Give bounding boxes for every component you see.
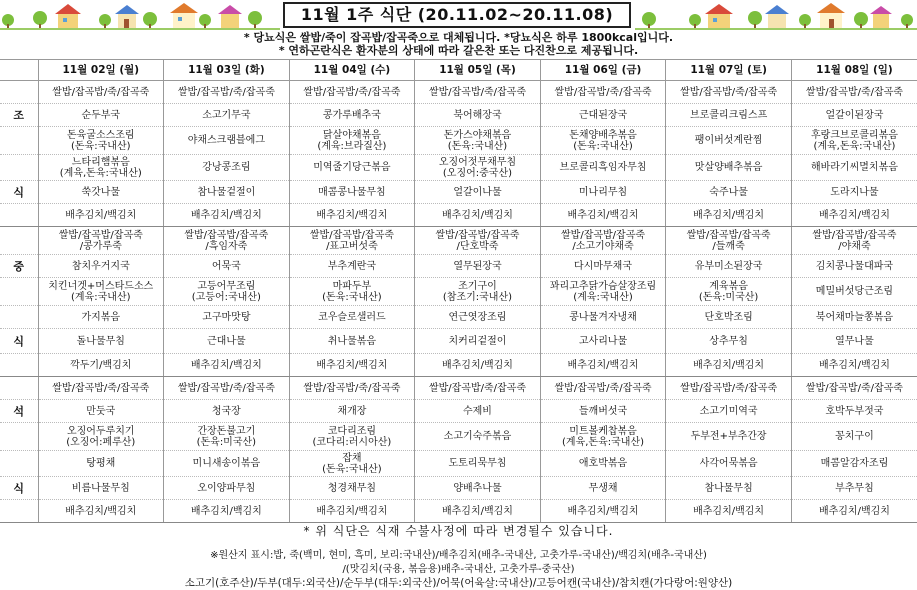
meal-label [0, 377, 38, 400]
menu-cell: 소고기미역국 [666, 400, 792, 423]
menu-cell: 야채스크램블에그 [164, 127, 290, 155]
menu-cell: 배추김치/백김치 [791, 204, 917, 227]
menu-cell: 깍두기/백김치 [38, 354, 164, 377]
menu-cell: 만둣국 [38, 400, 164, 423]
menu-cell-line: 잡채 [342, 452, 362, 464]
menu-cell [666, 227, 792, 255]
menu-cell: 어묵국 [164, 255, 290, 278]
menu-cell: 근대나물 [164, 329, 290, 354]
menu-cell: 쌀밥/잡곡밥/죽/잡곡죽 [666, 81, 792, 104]
menu-cell: 부추무침 [791, 477, 917, 500]
menu-cell-line: (코다리:러시아산) [312, 436, 392, 448]
menu-cell-line: 닭살야채볶음 [322, 129, 381, 141]
menu-cell: 메밀버섯당근조림 [791, 278, 917, 306]
menu-cell [38, 423, 164, 451]
menu-row [0, 81, 917, 104]
menu-cell [289, 227, 415, 255]
menu-cell: 배추김치/백김치 [415, 204, 541, 227]
menu-cell: 배추김치/백김치 [791, 354, 917, 377]
menu-cell [415, 155, 541, 181]
menu-cell-line: (계육:국내산) [573, 291, 633, 303]
day-header: 11월 07일 (토) [666, 60, 792, 81]
menu-row [0, 127, 917, 155]
day-header: 11월 08일 (일) [791, 60, 917, 81]
change-notice: * 위 식단은 식재 수불사정에 따라 변경될수 있습니다. [303, 524, 614, 538]
menu-cell: 두부전+부추간장 [666, 423, 792, 451]
menu-cell-line: 쌀밥/잡곡밥/잡곡죽 [561, 229, 646, 241]
menu-cell: 돌나물무침 [38, 329, 164, 354]
menu-cell: 참치우거지국 [38, 255, 164, 278]
menu-cell: 팽이버섯계란찜 [666, 127, 792, 155]
menu-cell-line: /들깨죽 [712, 240, 745, 252]
menu-row [0, 155, 917, 181]
meal-label [0, 127, 38, 155]
menu-cell: 쌀밥/잡곡밥/죽/잡곡죽 [666, 377, 792, 400]
menu-cell-line: 돈채양배추볶음 [569, 129, 637, 141]
menu-cell [38, 155, 164, 181]
menu-cell-line: 고등어무조림 [197, 280, 256, 292]
day-header-row [0, 60, 917, 81]
menu-cell: 쌀밥/잡곡밥/죽/잡곡죽 [38, 377, 164, 400]
day-header: 11월 06일 (금) [540, 60, 666, 81]
menu-cell: 콩나물겨자냉채 [540, 306, 666, 329]
menu-cell-line: /흑임자죽 [205, 240, 248, 252]
menu-cell: 유부미소된장국 [666, 255, 792, 278]
menu-cell [164, 278, 290, 306]
menu-cell: 쑥갓나물 [38, 181, 164, 204]
menu-cell: 소고기무국 [164, 104, 290, 127]
menu-cell-line: 돈가스야채볶음 [443, 129, 512, 141]
menu-cell [791, 227, 917, 255]
menu-row [0, 204, 917, 227]
menu-cell: 고사리나물 [540, 329, 666, 354]
menu-cell [415, 278, 541, 306]
origin-info-line2: /(맛김치(국용, 볶음용)배추-국내산, 고춧가루-중국산) [342, 564, 575, 575]
menu-cell-line: 쌀밥/잡곡밥/잡곡죽 [309, 229, 394, 241]
menu-cell: 고구마맛탕 [164, 306, 290, 329]
menu-cell: 취나물볶음 [289, 329, 415, 354]
menu-cell-line: (돈육:국내산) [322, 463, 382, 475]
menu-cell: 가지볶음 [38, 306, 164, 329]
menu-cell-line: /표고버섯죽 [326, 240, 378, 252]
menu-row [0, 451, 917, 477]
meal-label: 중 [0, 255, 38, 278]
menu-cell: 상추무침 [666, 329, 792, 354]
menu-cell-line: 쌀밥/잡곡밥/잡곡죽 [58, 229, 143, 241]
menu-cell [164, 227, 290, 255]
menu-cell [38, 127, 164, 155]
menu-cell: 치커리겉절이 [415, 329, 541, 354]
menu-cell-line: 꽈리고추닭가슴살장조림 [549, 280, 657, 292]
house-tree-decoration-left [0, 0, 280, 30]
menu-cell-line: /야채죽 [838, 240, 871, 252]
menu-cell-line: (돈육:국내산) [447, 140, 508, 152]
menu-cell: 배추김치/백김치 [289, 354, 415, 377]
menu-cell: 브로콜리크림스프 [666, 104, 792, 127]
menu-cell: 양배추나물 [415, 477, 541, 500]
menu-cell [540, 127, 666, 155]
menu-cell-line: (돈육:국내산) [322, 291, 382, 303]
menu-row [0, 181, 917, 204]
menu-cell-line: (오징어:중국산) [442, 167, 513, 179]
menu-cell-line: (계육,돈육:국내산) [562, 436, 645, 448]
meal-label [0, 278, 38, 306]
meal-label [0, 306, 38, 329]
origin-info-line3: 소고기(호주산)/두부(대두:외국산)/순두부(대두:외국산)/어묵(어육살:국내산)/고등어캔(국내산)/참치캔(가다랑어:원양산) [184, 577, 733, 589]
menu-cell: 도라지나물 [791, 181, 917, 204]
menu-cell: 쌀밥/잡곡밥/죽/잡곡죽 [164, 377, 290, 400]
menu-cell [666, 278, 792, 306]
origin-info-line1: ※원산지 표시:밥, 죽(백미, 현미, 흑미, 보리:국내산)/배추김치(배추-국내산, 고춧가루-국내산)/백김치(배추-국내산) [210, 550, 707, 561]
meal-label [0, 155, 38, 181]
menu-cell-line: 쌀밥/잡곡밥/잡곡죽 [686, 229, 771, 241]
day-header: 11월 04일 (수) [289, 60, 415, 81]
menu-cell-line: (계육,돈육:국내산) [59, 167, 142, 179]
menu-cell: 다시마무채국 [540, 255, 666, 278]
meal-label: 석 [0, 400, 38, 423]
menu-cell: 쌀밥/잡곡밥/죽/잡곡죽 [791, 81, 917, 104]
menu-cell [540, 423, 666, 451]
menu-cell [289, 423, 415, 451]
menu-cell: 배추김치/백김치 [791, 500, 917, 523]
diet-note-dysphagia: * 연하곤란식은 환자분의 상태에 따라 갈은찬 또는 다진찬으로 제공됩니다. [278, 44, 639, 57]
menu-cell: 도토리묵무침 [415, 451, 541, 477]
menu-cell: 참나물무침 [666, 477, 792, 500]
menu-cell [289, 278, 415, 306]
day-header: 11월 03일 (화) [164, 60, 290, 81]
menu-cell: 쌀밥/잡곡밥/죽/잡곡죽 [791, 377, 917, 400]
menu-cell: 수제비 [415, 400, 541, 423]
menu-cell [164, 423, 290, 451]
menu-row [0, 354, 917, 377]
menu-row [0, 500, 917, 523]
menu-cell [38, 278, 164, 306]
menu-cell: 쌀밥/잡곡밥/죽/잡곡죽 [540, 81, 666, 104]
menu-cell: 매콤콩나물무침 [289, 181, 415, 204]
menu-cell-line: (참조기:국내산) [442, 291, 513, 303]
menu-cell: 강낭콩조림 [164, 155, 290, 181]
menu-cell: 탕평채 [38, 451, 164, 477]
menu-cell-line: 조기구이 [458, 280, 497, 292]
meal-label [0, 81, 38, 104]
meal-label: 식 [0, 181, 38, 204]
menu-cell: 열무된장국 [415, 255, 541, 278]
menu-cell: 배추김치/백김치 [540, 204, 666, 227]
menu-cell: 연근엿장조림 [415, 306, 541, 329]
page-title: 11월 1주 식단 (20.11.02~20.11.08) [283, 2, 631, 28]
menu-cell: 배추김치/백김치 [415, 500, 541, 523]
menu-cell: 얼갈이나물 [415, 181, 541, 204]
menu-cell-line: (계육,돈육:국내산) [813, 140, 896, 152]
menu-cell: 맛살양배추볶음 [666, 155, 792, 181]
menu-row [0, 306, 917, 329]
menu-cell [791, 127, 917, 155]
menu-cell: 쌀밥/잡곡밥/죽/잡곡죽 [164, 81, 290, 104]
menu-cell-line: 코다리조림 [327, 425, 377, 437]
menu-cell-line: 느타리햄볶음 [71, 156, 130, 168]
menu-cell-line: (고등어:국내산) [191, 291, 261, 303]
house-tree-decoration-right [635, 0, 917, 30]
meal-label [0, 500, 38, 523]
menu-cell-line: 오징어두루치기 [66, 425, 135, 437]
menu-cell: 배추김치/백김치 [289, 204, 415, 227]
menu-cell: 배추김치/백김치 [540, 354, 666, 377]
menu-cell: 쌀밥/잡곡밥/죽/잡곡죽 [540, 377, 666, 400]
menu-cell: 배추김치/백김치 [666, 500, 792, 523]
menu-cell [540, 227, 666, 255]
menu-cell: 청국장 [164, 400, 290, 423]
menu-row [0, 329, 917, 354]
menu-cell-line: 치킨너겟+머스타드소스 [48, 280, 154, 292]
menu-cell: 사각어묵볶음 [666, 451, 792, 477]
menu-cell [415, 127, 541, 155]
menu-cell: 단호박조림 [666, 306, 792, 329]
menu-cell: 북어해장국 [415, 104, 541, 127]
menu-cell: 배추김치/백김치 [38, 204, 164, 227]
menu-cell: 배추김치/백김치 [540, 500, 666, 523]
menu-cell-line: 계육볶음 [709, 280, 748, 292]
menu-cell [289, 127, 415, 155]
menu-cell-line: /소고기야채죽 [572, 240, 634, 252]
menu-cell: 부추계란국 [289, 255, 415, 278]
menu-cell: 미역줄기당근볶음 [289, 155, 415, 181]
menu-cell-line: 쌀밥/잡곡밥/잡곡죽 [184, 229, 269, 241]
meal-label [0, 451, 38, 477]
menu-cell-line: (돈육:미국산) [698, 291, 759, 303]
menu-cell: 쌀밥/잡곡밥/죽/잡곡죽 [415, 377, 541, 400]
meal-label [0, 227, 38, 255]
menu-row [0, 255, 917, 278]
menu-cell: 숙주나물 [666, 181, 792, 204]
menu-cell: 배추김치/백김치 [666, 354, 792, 377]
menu-cell: 청경채무침 [289, 477, 415, 500]
menu-cell: 들깨버섯국 [540, 400, 666, 423]
meal-label: 조 [0, 104, 38, 127]
menu-cell-line: (오징어:페루산) [66, 436, 136, 448]
menu-cell: 오이양파무침 [164, 477, 290, 500]
menu-cell-line: (돈육:미국산) [196, 436, 257, 448]
menu-cell: 김치콩나물대파국 [791, 255, 917, 278]
menu-cell: 콩가루배추국 [289, 104, 415, 127]
menu-cell: 배추김치/백김치 [164, 354, 290, 377]
menu-cell: 북어채마늘쫑볶음 [791, 306, 917, 329]
menu-cell: 미니새송이볶음 [164, 451, 290, 477]
meal-label [0, 204, 38, 227]
menu-cell-line: 마파두부 [332, 280, 372, 292]
menu-cell: 배추김치/백김치 [666, 204, 792, 227]
corner-cell [0, 60, 38, 81]
menu-cell: 배추김치/백김치 [164, 204, 290, 227]
menu-row [0, 227, 917, 255]
menu-cell-line: /단호박죽 [456, 240, 499, 252]
menu-cell: 얼갈이된장국 [791, 104, 917, 127]
menu-cell-line: (돈육:국내산) [573, 140, 633, 152]
menu-cell: 쌀밥/잡곡밥/죽/잡곡죽 [289, 81, 415, 104]
menu-cell: 비름나물무침 [38, 477, 164, 500]
day-header: 11월 05일 (목) [415, 60, 541, 81]
menu-row [0, 377, 917, 400]
menu-cell: 매콤알감자조림 [791, 451, 917, 477]
diet-note-diabetic: * 당뇨식은 쌀밥/죽이 잡곡밥/잡곡죽으로 대체됩니다. *당뇨식은 하루 1800kcal입니다. [243, 31, 674, 44]
menu-cell-line: 미트볼케찹볶음 [569, 425, 637, 437]
menu-cell [289, 451, 415, 477]
menu-cell: 브로콜리흑임자무침 [540, 155, 666, 181]
menu-cell: 쌀밥/잡곡밥/죽/잡곡죽 [415, 81, 541, 104]
menu-cell: 배추김치/백김치 [164, 500, 290, 523]
menu-cell-line: 돈육굴소스조림 [66, 129, 135, 141]
meal-label [0, 423, 38, 451]
menu-row [0, 423, 917, 451]
menu-cell-line: (계육:브라질산) [317, 140, 387, 152]
menu-cell: 호박두부젓국 [791, 400, 917, 423]
menu-cell: 애호박볶음 [540, 451, 666, 477]
menu-cell: 배추김치/백김치 [289, 500, 415, 523]
menu-cell: 미나리무침 [540, 181, 666, 204]
menu-cell: 열무나물 [791, 329, 917, 354]
meal-label: 식 [0, 329, 38, 354]
menu-body [0, 81, 917, 523]
menu-cell: 배추김치/백김치 [415, 354, 541, 377]
menu-cell: 순두부국 [38, 104, 164, 127]
menu-cell-line: 후랑크브로콜리볶음 [810, 129, 898, 141]
menu-cell-line: 오징어젓무채무침 [438, 156, 517, 168]
menu-cell-line: 쌀밥/잡곡밥/잡곡죽 [812, 229, 897, 241]
day-header: 11월 02일 (월) [38, 60, 164, 81]
meal-label: 식 [0, 477, 38, 500]
weekly-menu-table [0, 59, 917, 523]
menu-cell: 꽁치구이 [791, 423, 917, 451]
menu-cell [38, 227, 164, 255]
menu-cell: 무생채 [540, 477, 666, 500]
menu-row [0, 104, 917, 127]
menu-cell: 해바라기씨멸치볶음 [791, 155, 917, 181]
menu-cell-line: (계육:국내산) [71, 291, 131, 303]
menu-row [0, 400, 917, 423]
menu-cell [540, 278, 666, 306]
menu-cell: 소고기숙주볶음 [415, 423, 541, 451]
menu-cell-line: 간장돈불고기 [197, 425, 256, 437]
menu-row [0, 278, 917, 306]
menu-cell: 쌀밥/잡곡밥/죽/잡곡죽 [289, 377, 415, 400]
menu-row [0, 477, 917, 500]
menu-cell: 참나물겉절이 [164, 181, 290, 204]
menu-cell-line: 쌀밥/잡곡밥/잡곡죽 [435, 229, 520, 241]
menu-cell-line: (돈육:국내산) [71, 140, 131, 152]
menu-cell: 채개장 [289, 400, 415, 423]
menu-cell: 배추김치/백김치 [38, 500, 164, 523]
menu-cell: 쌀밥/잡곡밥/죽/잡곡죽 [38, 81, 164, 104]
menu-cell: 코우슬로샐러드 [289, 306, 415, 329]
menu-cell [415, 227, 541, 255]
meal-label [0, 354, 38, 377]
menu-cell: 근대된장국 [540, 104, 666, 127]
menu-cell-line: /콩가루죽 [79, 240, 122, 252]
